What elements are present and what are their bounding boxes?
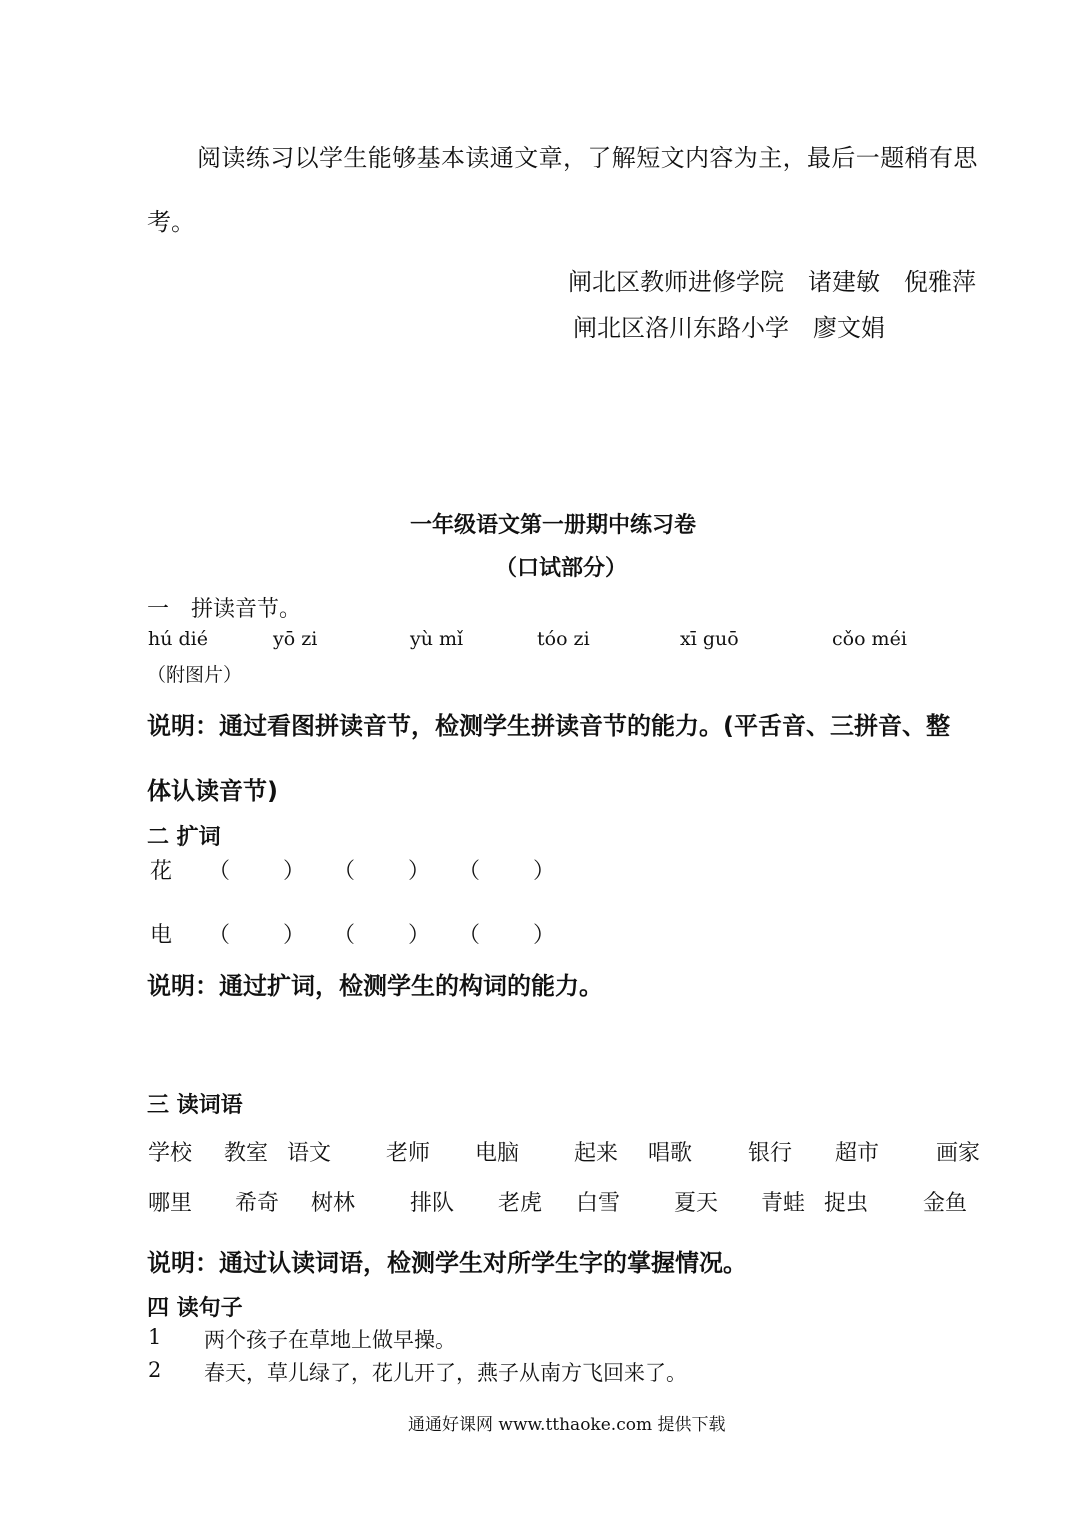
pinyin-item: xī guō: [680, 628, 739, 650]
word-item: 教室: [224, 1141, 269, 1166]
blank-close: ）: [283, 859, 306, 884]
word-item: 电脑: [475, 1141, 520, 1166]
word-item: 老师: [386, 1141, 431, 1166]
sentence-text: 春天，草儿绿了，花儿开了，燕子从南方飞回来了。: [204, 1361, 687, 1385]
word-item: 希奇: [235, 1191, 280, 1216]
page-footer: 通通好课网 www.tthaoke.com 提供下载: [408, 1415, 726, 1435]
word-item: 银行: [748, 1141, 793, 1166]
word-item: 学校: [148, 1141, 193, 1166]
section-1-explain-2: 体认读音节): [147, 777, 278, 805]
section-1-heading: 一 拼读音节。: [147, 597, 302, 622]
word-item: 白雪: [576, 1191, 621, 1216]
pinyin-item: yō zi: [273, 628, 318, 650]
blank-open: （: [458, 923, 481, 948]
blank-close: ）: [408, 859, 431, 884]
pinyin-item: cǒo méi: [832, 628, 907, 650]
blank-close: ）: [533, 923, 556, 948]
sentence-number: 1: [148, 1325, 162, 1349]
word-item: 夏天: [674, 1191, 719, 1216]
image-note: （附图片）: [147, 664, 243, 686]
expand-char: 电: [150, 923, 173, 948]
word-item: 青蛙: [761, 1191, 806, 1216]
page-subtitle: （口试部分）: [495, 556, 628, 581]
blank-open: （: [333, 923, 356, 948]
section-4-heading: 四 读句子: [147, 1296, 243, 1321]
section-2-explain: 说明：通过扩词，检测学生的构词的能力。: [147, 972, 603, 1000]
intro-line-1: 阅读练习以学生能够基本读通文章，了解短文内容为主，最后一题稍有思: [197, 144, 978, 172]
section-3-heading: 三 读词语: [147, 1093, 243, 1118]
word-item: 起来: [574, 1141, 619, 1166]
pinyin-item: hú dié: [148, 628, 208, 650]
blank-open: （: [208, 859, 231, 884]
intro-line-2: 考。: [147, 208, 195, 236]
section-2-heading: 二 扩词: [147, 825, 221, 850]
blank-close: ）: [533, 859, 556, 884]
blank-close: ）: [408, 923, 431, 948]
blank-open: （: [333, 859, 356, 884]
blank-open: （: [208, 923, 231, 948]
section-3-explain: 说明：通过认读词语，检测学生对所学生字的掌握情况。: [147, 1249, 747, 1277]
pinyin-item: tóo zi: [537, 628, 590, 650]
blank-close: ）: [283, 923, 306, 948]
section-1-explain-1: 说明：通过看图拼读音节，检测学生拼读音节的能力。(平舌音、三拼音、整: [147, 712, 950, 740]
word-item: 树林: [311, 1191, 356, 1216]
pinyin-item: yù mǐ: [410, 628, 464, 650]
word-item: 唱歌: [648, 1141, 693, 1166]
expand-char: 花: [150, 859, 173, 884]
author-line-1: 闸北区教师进修学院 诸建敏 倪雅萍: [568, 268, 976, 296]
word-item: 排队: [410, 1191, 455, 1216]
word-item: 金鱼: [923, 1191, 968, 1216]
word-item: 画家: [936, 1141, 981, 1166]
author-line-2: 闸北区洛川东路小学 廖文娟: [573, 314, 885, 342]
word-item: 语文: [287, 1141, 332, 1166]
page-title: 一年级语文第一册期中练习卷: [410, 513, 697, 538]
word-item: 哪里: [148, 1191, 193, 1216]
word-item: 捉虫: [824, 1191, 869, 1216]
word-item: 超市: [835, 1141, 880, 1166]
word-item: 老虎: [498, 1191, 543, 1216]
sentence-text: 两个孩子在草地上做早操。: [204, 1328, 456, 1352]
sentence-number: 2: [148, 1358, 162, 1382]
blank-open: （: [458, 859, 481, 884]
